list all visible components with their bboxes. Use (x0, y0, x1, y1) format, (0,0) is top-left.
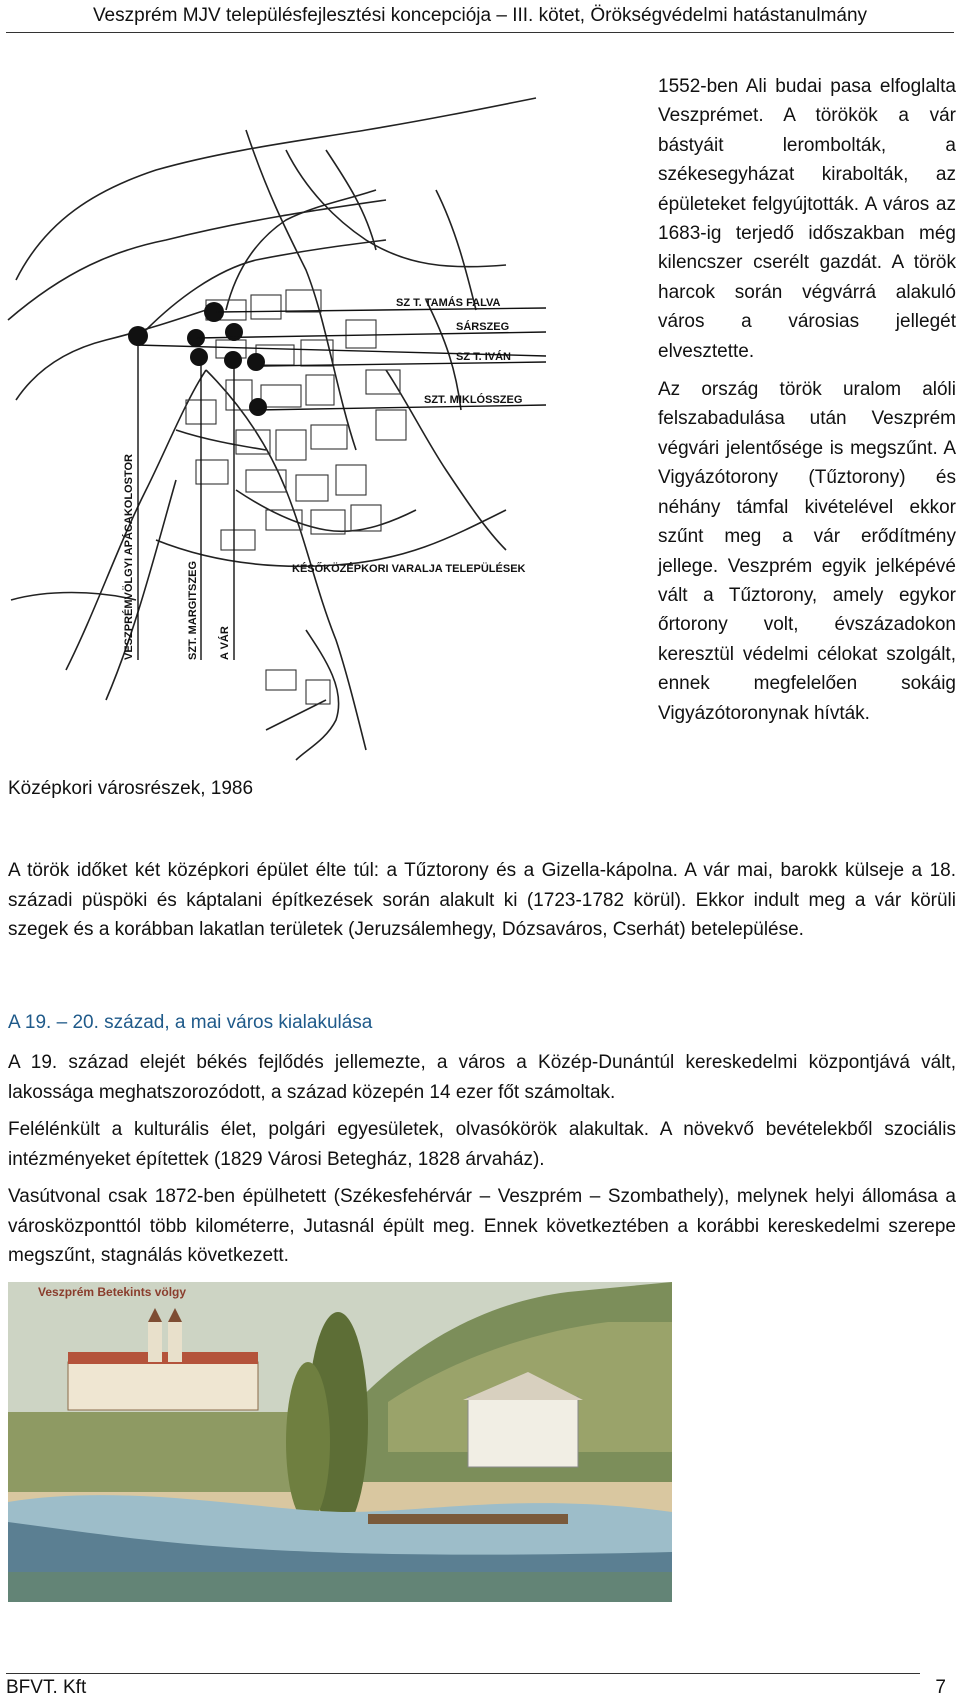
body-paragraph-2: A 19. század elejét békés fejlődés jellemezte, a város a Közép-Dunántúl kereskedelmi központjává vált, lakossága meghatszorozódott, a század közepén 14 ezer főt számoltak. (8, 1052, 956, 1103)
side-paragraph-2: Az ország török uralom alóli felszabadulása után Veszprém végvári jelentősége is megszűnt. A Vigyázótorony (Tűztorony) és néhány támfal kivételével ekkor szűnt meg a vár erődítmény jellege. Veszprém egyik jelképévé vált a Tűztorony, amely egykor őrtorony volt, évszázadokon keresztül védelmi célokat szolgált, ennek megfelelően sokáig Vigyázótoronynak hívták. (658, 379, 956, 724)
page-number: 7 (935, 1677, 946, 1698)
map-label-tamas: SZ T. TAMÁS FALVA (396, 297, 501, 309)
body-block-1 (8, 856, 956, 953)
body-paragraph-1: A török időket két középkori épület élte túl: a Tűztorony és a Gizella-kápolna. A vár mai, barokk külseje a 18. századi püspöki és káptalani építkezések során alakult ki (1723-1782 körül). Ekkor indult meg a vár körüli szegek és a korábban lakatlan területek (Jeruzsálemhegy, Dózsaváros, Cserhát) betelepülése. (8, 860, 956, 940)
side-column (658, 72, 956, 737)
map-label-sarszeg: SÁRSZEG (456, 321, 510, 333)
postcard-photo (8, 1282, 672, 1602)
map-label-avar: A VÁR (219, 626, 231, 660)
map-label-apaca: VESZPRÉMVÖLGYI APÁCAKOLOSTOR (123, 454, 135, 660)
body-paragraph-4: Vasútvonal csak 1872-ben épülhetett (Székesfehérvár – Veszprém – Szombathely), melynek helyi állomása a városközponttól több kilométerre, Jutasnál épült meg. Ennek következtében a korábbi kereskedelmi szerepe megszűnt, stagnálás következett. (8, 1186, 956, 1266)
body-paragraph-3: Felélénkült a kulturális élet, polgári egyesületek, olvasókörök alakultak. A növekvő bevételekből szociális intézményeket építettek (1829 Városi Betegház, 1828 árvaház). (8, 1119, 956, 1170)
page-header: Veszprém MJV településfejlesztési koncepciója – III. kötet, Örökségvédelmi hatástanulmány (92, 5, 868, 26)
postcard-inscription: Veszprém Betekints völgy (38, 1285, 187, 1299)
map-label-ivan: SZ T. IVÁN (456, 351, 512, 363)
map-label-miklos: SZT. MIKLÓSSZEG (424, 394, 523, 406)
footer-company: BFVT. Kft (6, 1677, 87, 1698)
medieval-districts-map (6, 70, 596, 770)
map-label-margit: SZT. MARGITSZEG (187, 561, 199, 660)
section-heading: A 19. – 20. század, a mai város kialakulása (8, 1012, 373, 1033)
body-block-2 (8, 1048, 956, 1279)
map-caption: Középkori városrészek, 1986 (8, 778, 254, 799)
map-label-varalja: KÉSŐKÖZÉPKORI VARALJA TELEPÜLÉSEK (292, 563, 526, 575)
header-divider (6, 32, 954, 33)
footer-divider (6, 1673, 920, 1674)
side-paragraph-1: 1552-ben Ali budai pasa elfoglalta Veszprémet. A törökök a vár bástyáit lerombolták, a székesegyházat kirabolták, az épületeket felgyújtották. A város az 1683-ig terjedő időszakban még kilencszer cserélt gazdát. A török harcok során végvárrá alakuló város a városias jellegét elvesztette. (658, 76, 956, 362)
